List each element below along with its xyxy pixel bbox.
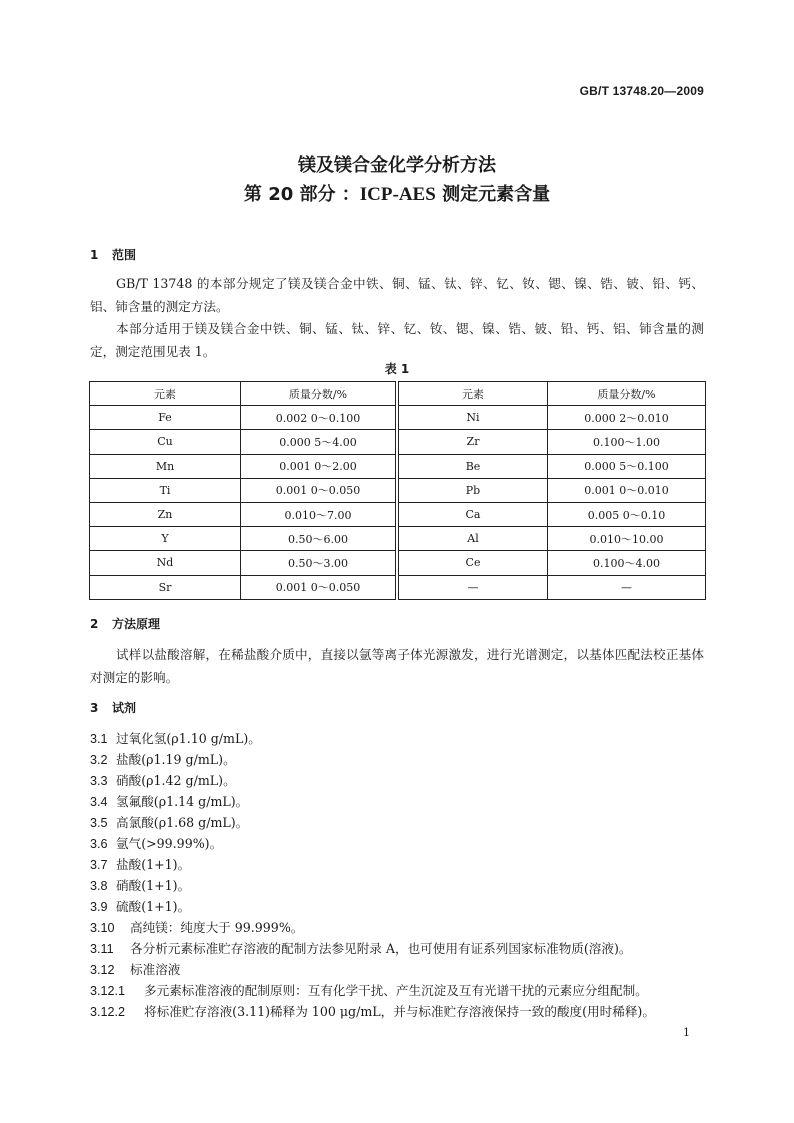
range-cell: — (548, 575, 706, 599)
reagent-text: 硝酸(ρ1.42 g/mL)。 (116, 773, 236, 788)
section-number: 2 (90, 617, 99, 631)
element-cell: Zr (399, 430, 548, 454)
reagent-item (90, 980, 648, 1002)
section-number: 1 (90, 248, 99, 262)
table-header-cell: 元素 (399, 382, 548, 406)
reagent-text: 高氯酸(ρ1.68 g/mL)。 (116, 815, 249, 830)
reagent-item (90, 938, 632, 960)
subtitle-prefix: 第 20 部分 ： (243, 184, 360, 205)
principle-paragraph: 试样以盐酸溶解，在稀盐酸介质中，直接以氩等离子体光源激发，进行光谱测定，以基体匹配法校正基体对测定的影响。 (90, 647, 704, 685)
element-cell: Nd (90, 551, 241, 575)
table-header-cell: 质量分数/% (548, 382, 706, 406)
reagent-text: 多元素标准溶液的配制原则：互有化学干扰、产生沉淀及互有光谱干扰的元素应分组配制。 (144, 983, 648, 998)
section-number: 3 (90, 701, 99, 715)
table-row (90, 502, 706, 526)
reagent-item (90, 770, 236, 792)
reagent-number: 3.12.1 (90, 984, 126, 998)
range-cell: 0.50～3.00 (241, 551, 396, 575)
reagent-number: 3.4 (90, 795, 108, 809)
reagent-number: 3.3 (90, 774, 108, 788)
element-cell: Zn (90, 502, 241, 526)
reagent-item (90, 959, 180, 981)
table-row (90, 527, 706, 551)
range-cell: 0.000 5～0.100 (548, 454, 706, 478)
table-row (90, 406, 706, 430)
table-header-cell: 质量分数/% (241, 382, 396, 406)
reagent-number: 3.9 (90, 900, 108, 914)
element-cell: Ti (90, 478, 241, 502)
reagent-item (90, 749, 236, 771)
table-row (90, 478, 706, 502)
range-cell: 0.000 5～4.00 (241, 430, 396, 454)
element-cell: Fe (90, 406, 241, 430)
reagent-text: 过氧化氢(ρ1.10 g/mL)。 (116, 731, 261, 746)
scope-paragraph-1: GB/T 13748 的本部分规定了镁及镁合金中铁、铜、锰、钛、锌、钇、钕、锶、镍、锆、铍、铅、钙、铝、铈含量的测定方法。 (90, 276, 704, 314)
reagent-item (90, 875, 190, 897)
reagent-text: 高纯镁：纯度大于 99.999%。 (130, 920, 304, 935)
page-number: 1 (683, 1026, 690, 1039)
reagent-text: 标准溶液 (130, 962, 181, 977)
range-cell: 0.50～6.00 (241, 527, 396, 551)
reagent-text: 盐酸(1+1)。 (116, 857, 191, 872)
section-heading-principle (90, 615, 160, 632)
range-cell: 0.000 2～0.010 (548, 406, 706, 430)
range-cell: 0.010～7.00 (241, 502, 396, 526)
reagent-text: 氢氟酸(ρ1.14 g/mL)。 (116, 794, 249, 809)
reagent-item (90, 791, 248, 813)
section-heading-reagents (90, 699, 136, 716)
range-cell: 0.005 0～0.10 (548, 502, 706, 526)
section-title: 方法原理 (112, 617, 161, 631)
element-cell: Pb (399, 478, 548, 502)
range-cell: 0.001 0～0.010 (548, 478, 706, 502)
reagent-item (90, 1001, 655, 1023)
reagent-item (90, 854, 190, 876)
range-cell: 0.001 0～2.00 (241, 454, 396, 478)
element-range-table (89, 381, 706, 600)
table-row (90, 430, 706, 454)
reagent-item (90, 917, 303, 939)
document-subtitle (0, 180, 794, 206)
range-cell: 0.010～10.00 (548, 527, 706, 551)
section-heading-scope (90, 246, 136, 263)
reagent-number: 3.2 (90, 753, 108, 767)
reagent-number: 3.5 (90, 816, 108, 830)
range-cell: 0.001 0～0.050 (241, 575, 396, 599)
reagent-number: 3.11 (90, 942, 114, 956)
reagent-item (90, 728, 261, 750)
element-cell: Ca (399, 502, 548, 526)
table-row (90, 454, 706, 478)
reagent-text: 硫酸(1+1)。 (116, 899, 191, 914)
document-title: 镁及镁合金化学分析方法 (298, 155, 496, 176)
table-header-cell: 元素 (90, 382, 241, 406)
element-cell: Ni (399, 406, 548, 430)
range-cell: 0.002 0～0.100 (241, 406, 396, 430)
element-cell: — (399, 575, 548, 599)
reagent-text: 氩气(>99.99%)。 (116, 836, 223, 851)
reagent-item (90, 833, 222, 855)
reagent-item (90, 812, 248, 834)
table-row (90, 575, 706, 599)
element-cell: Sr (90, 575, 241, 599)
reagent-text: 盐酸(ρ1.19 g/mL)。 (116, 752, 236, 767)
reagent-number: 3.8 (90, 879, 108, 893)
table-caption: 表 1 (384, 362, 410, 376)
reagent-number: 3.12 (90, 963, 115, 977)
reagent-number: 3.6 (90, 837, 108, 851)
element-cell: Ce (399, 551, 548, 575)
element-cell: Be (399, 454, 548, 478)
reagent-text: 各分析元素标准贮存溶液的配制方法参见附录 A，也可使用有证系列国家标准物质(溶液)。 (130, 941, 632, 956)
standard-number: GB/T 13748.20—2009 (579, 84, 704, 98)
reagent-number: 3.7 (90, 858, 108, 872)
range-cell: 0.100～1.00 (548, 430, 706, 454)
subtitle-method: ICP-AES (359, 184, 436, 205)
scope-paragraph-2: 本部分适用于镁及镁合金中铁、铜、锰、钛、锌、钇、钕、锶、镍、锆、铍、铅、钙、铝、铈含量的测定，测定范围见表 1。 (90, 321, 704, 359)
section-title: 范围 (112, 248, 137, 262)
element-cell: Y (90, 527, 241, 551)
section-title: 试剂 (112, 701, 137, 715)
element-cell: Mn (90, 454, 241, 478)
reagent-text: 将标准贮存溶液(3.11)稀释为 100 μg/mL，并与标准贮存溶液保持一致的酸度(用时稀释)。 (144, 1004, 655, 1019)
reagent-number: 3.12.2 (90, 1005, 126, 1019)
range-cell: 0.001 0～0.050 (241, 478, 396, 502)
reagent-number: 3.10 (90, 921, 115, 935)
reagent-text: 硝酸(1+1)。 (116, 878, 191, 893)
reagent-number: 3.1 (90, 732, 108, 746)
range-cell: 0.100～4.00 (548, 551, 706, 575)
table-header-row (90, 382, 706, 406)
reagent-item (90, 896, 190, 918)
element-cell: Al (399, 527, 548, 551)
table-row (90, 551, 706, 575)
subtitle-suffix: 测定元素含量 (435, 184, 551, 205)
element-cell: Cu (90, 430, 241, 454)
